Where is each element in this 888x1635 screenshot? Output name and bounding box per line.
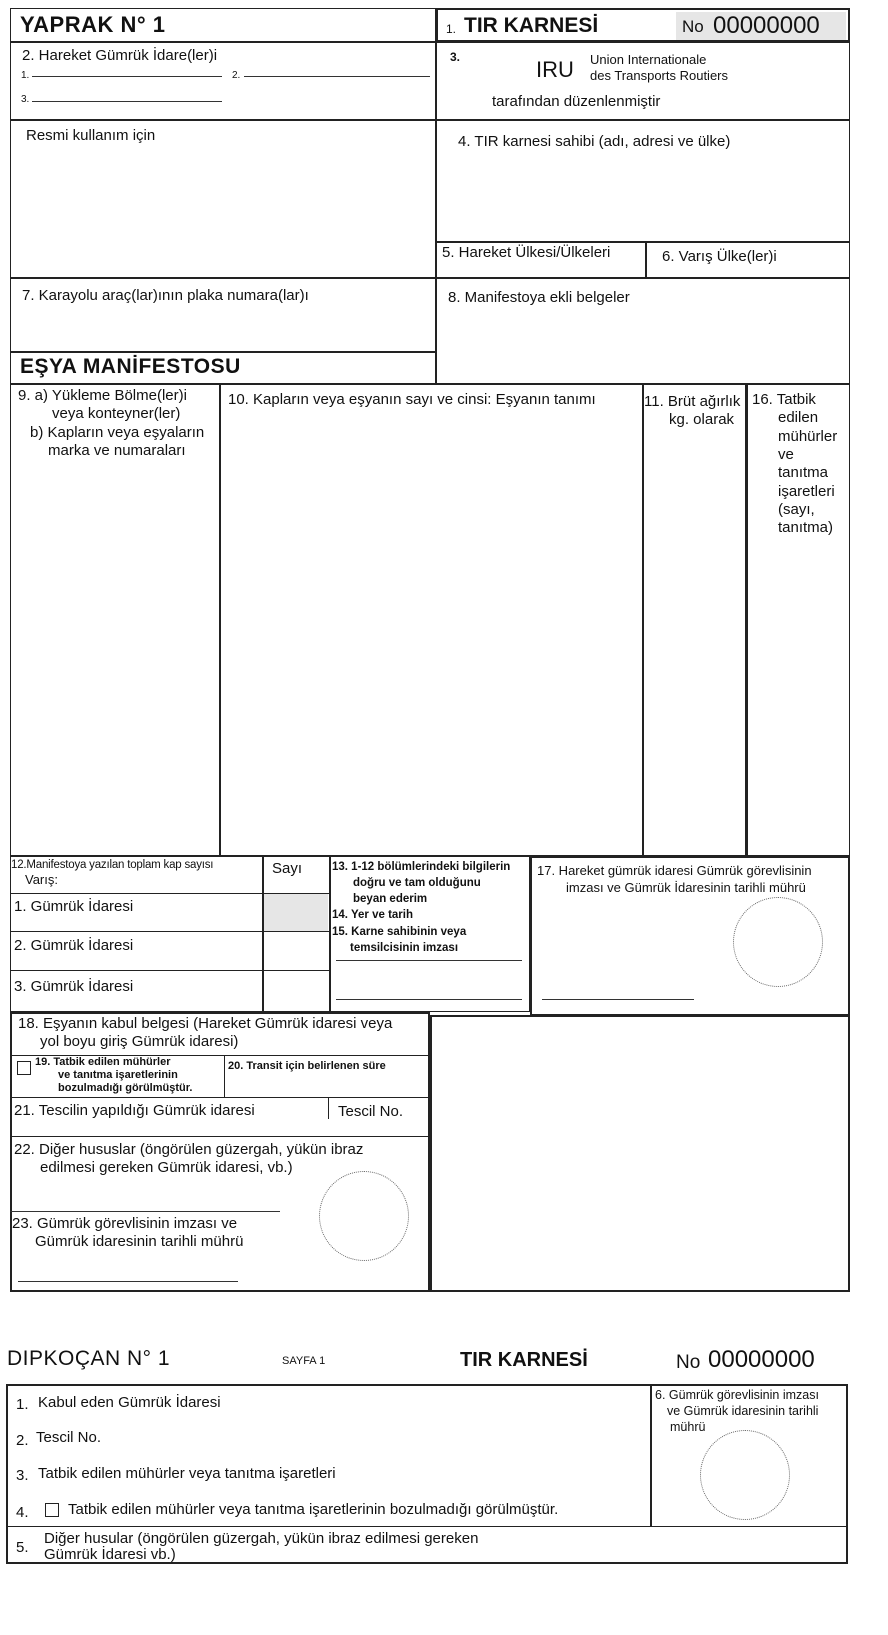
box14-label: 14. Yer ve tarih: [332, 909, 413, 921]
box12-count-cell-1: [264, 893, 328, 931]
box2-line2-number: 2.: [232, 70, 241, 81]
box2-line1[interactable]: [32, 76, 222, 77]
box7-label: 7. Karayolu araç(lar)ının plaka numara(lar)ı: [22, 287, 309, 304]
box5-label: 5. Hareket Ülkesi/Ülkeleri: [442, 244, 611, 261]
box22-line2: edilmesi gereken Gümrük idaresi, vb.): [40, 1159, 293, 1176]
box2-line3[interactable]: [32, 101, 222, 102]
box23-signature-line[interactable]: [18, 1281, 238, 1282]
counterfoil-item5-number: 5.: [16, 1539, 29, 1556]
box4-label: 4. TIR karnesi sahibi (adı, adresi ve ülke): [458, 133, 731, 150]
box23-stamp-circle: [319, 1171, 409, 1261]
col16-line6: işaretleri: [778, 483, 835, 500]
box21-label: 21. Tescilin yapıldığı Gümrük idaresi: [14, 1102, 255, 1119]
box12-row-divider-3: [10, 970, 330, 971]
manifest-title: EŞYA MANİFESTOSU: [20, 355, 241, 378]
box2-line2[interactable]: [244, 76, 430, 77]
iru-name-line2: des Transports Routiers: [590, 68, 729, 83]
box22-bottom-line: [10, 1211, 280, 1212]
carnet-number: 00000000: [713, 12, 820, 39]
counterfoil-carnet-title: TIR KARNESİ: [460, 1349, 588, 1371]
box3-number: 3.: [450, 50, 461, 64]
col9-line3: b) Kapların veya eşyaların: [30, 424, 205, 441]
counterfoil-box6-line2: ve Gümrük idaresinin tarihli: [667, 1404, 819, 1418]
counterfoil-item4-checkbox[interactable]: [45, 1503, 59, 1517]
box2-label: 2. Hareket Gümrük İdare(ler)i: [22, 47, 218, 64]
counterfoil-item1-text: Kabul eden Gümrük İdaresi: [38, 1394, 221, 1411]
box12-row1: 1. Gümrük İdaresi: [14, 898, 134, 915]
manifest-divider-11-16: [745, 384, 748, 856]
box12-count-divider: [262, 856, 264, 1012]
box2-line1-number: 1.: [21, 70, 30, 81]
box23-line2: Gümrük idaresinin tarihli mührü: [35, 1233, 244, 1250]
manifest-divider-10-11: [642, 384, 644, 856]
counterfoil-stamp-circle: [700, 1430, 790, 1520]
empty-right-section: [430, 1015, 850, 1292]
box17-line1: 17. Hareket gümrük idaresi Gümrük görevlisinin: [537, 863, 812, 878]
col11-line1: 11. Brüt ağırlık: [644, 393, 741, 410]
box13-line2: doğru ve tam olduğunu: [353, 877, 481, 889]
box22-line1: 22. Diğer hususlar (öngörülen güzergah, yükün ibraz: [14, 1141, 364, 1158]
box12-arrival: Varış:: [25, 872, 58, 887]
col16-line4: ve: [778, 446, 794, 463]
col9-line2: veya konteyner(ler): [52, 405, 181, 422]
box15-line1: 15. Karne sahibinin veya: [332, 926, 467, 938]
counterfoil-item2-number: 2.: [16, 1432, 29, 1449]
registration-no-label: Tescil No.: [338, 1103, 404, 1120]
box20-label: 20. Transit için belirlenen süre: [228, 1060, 386, 1072]
counterfoil-item3-text: Tatbik edilen mühürler veya tanıtma işaretleri: [38, 1465, 336, 1482]
col16-line8: tanıtma): [778, 519, 834, 536]
manifest-divider-9-10: [219, 384, 221, 856]
counterfoil-box6-line3: mührü: [670, 1420, 706, 1434]
counterfoil-item4-text: Tatbik edilen mühürler veya tanıtma işaretlerinin bozulmadığı görülmüştür.: [68, 1501, 559, 1518]
col10-label: 10. Kapların veya eşyanın sayı ve cinsi: Eşyanın tanımı: [228, 391, 596, 408]
box8-label: 8. Manifestoya ekli belgeler: [448, 289, 630, 306]
carnet-no-label: No: [682, 17, 704, 36]
counterfoil-item5-text: Diğer husular (öngörülen güzergah, yükün ibraz edilmesi gereken: [44, 1530, 479, 1547]
col16-line1: 16. Tatbik: [752, 391, 816, 408]
counterfoil-item3-number: 3.: [16, 1467, 29, 1484]
sheet-title: YAPRAK N° 1: [20, 12, 166, 37]
box19-20-divider: [224, 1055, 225, 1097]
counterfoil-page: SAYFA 1: [282, 1355, 326, 1367]
box13-signature-line-2[interactable]: [336, 999, 522, 1000]
issued-by-text: tarafından düzenlenmiştir: [492, 93, 661, 110]
box12-row-divider-2: [10, 931, 330, 932]
col9-line1: 9. a) Yükleme Bölme(ler)i: [18, 387, 187, 404]
counterfoil-item4-number: 4.: [16, 1504, 29, 1521]
box19-line2: ve tanıtma işaretlerinin: [58, 1069, 178, 1081]
box15-line2: temsilcisinin imzası: [350, 942, 459, 954]
box13-signature-line-1[interactable]: [336, 960, 522, 961]
carnet-box-number: 1.: [446, 22, 457, 36]
box2-line3-number: 3.: [21, 94, 30, 105]
counterfoil-box6-line1: 6. Gümrük görevlisinin imzası: [655, 1388, 819, 1402]
official-use-label: Resmi kullanım için: [26, 127, 156, 144]
col16-line2: edilen: [778, 409, 819, 426]
col16-line3: mühürler: [778, 428, 838, 445]
counterfoil-title: DIPKOÇAN N° 1: [7, 1347, 171, 1370]
box13-line1: 13. 1-12 bölümlerindeki bilgilerin: [332, 861, 511, 873]
carnet-title: TIR KARNESİ: [464, 14, 599, 37]
iru-name-line1: Union Internationale: [590, 52, 707, 67]
box12-title: 12.Manifestoya yazılan toplam kap sayısı: [11, 859, 214, 871]
iru-logo-text: IRU: [536, 57, 574, 82]
box19-checkbox[interactable]: [17, 1061, 31, 1075]
box12-row-divider-1: [10, 893, 330, 894]
col16-line5: tanıtma: [778, 464, 829, 481]
box21-regno-divider: [328, 1097, 329, 1119]
col16-line7: (sayı,: [778, 501, 815, 518]
counterfoil-carnet-number: 00000000: [708, 1346, 815, 1373]
box12-count-label: Sayı: [272, 860, 303, 877]
box23-line1: 23. Gümrük görevlisinin imzası ve: [12, 1215, 238, 1232]
counterfoil-item5-divider: [6, 1526, 848, 1527]
box18-line2: yol boyu giriş Gümrük idaresi): [40, 1033, 239, 1050]
col9-line4: marka ve numaraları: [48, 442, 186, 459]
counterfoil-item2-text: Tescil No.: [36, 1429, 102, 1446]
box13-line3: beyan ederim: [353, 893, 428, 905]
col11-line2: kg. olarak: [669, 411, 735, 428]
counterfoil-divider: [650, 1384, 652, 1526]
box17-stamp-circle: [733, 897, 823, 987]
box18-line1: 18. Eşyanın kabul belgesi (Hareket Gümrük idaresi veya: [18, 1015, 393, 1032]
box12-row2: 2. Gümrük İdaresi: [14, 937, 134, 954]
box17-signature-line[interactable]: [542, 999, 694, 1000]
box22-top-border: [10, 1136, 430, 1137]
box17-line2: imzası ve Gümrük İdaresinin tarihli mührü: [566, 880, 806, 895]
box12-row3: 3. Gümrük İdaresi: [14, 978, 134, 995]
counterfoil-item1-number: 1.: [16, 1396, 29, 1413]
box19-line3: bozulmadığı görülmüştür.: [58, 1082, 193, 1094]
box19-line1: 19. Tatbik edilen mühürler: [35, 1056, 171, 1068]
counterfoil-item5-text2: Gümrük İdaresi vb.): [44, 1546, 176, 1563]
box21-top-border: [10, 1097, 430, 1098]
counterfoil-no-label: No: [676, 1352, 701, 1373]
box6-label: 6. Varış Ülke(ler)i: [662, 248, 777, 265]
